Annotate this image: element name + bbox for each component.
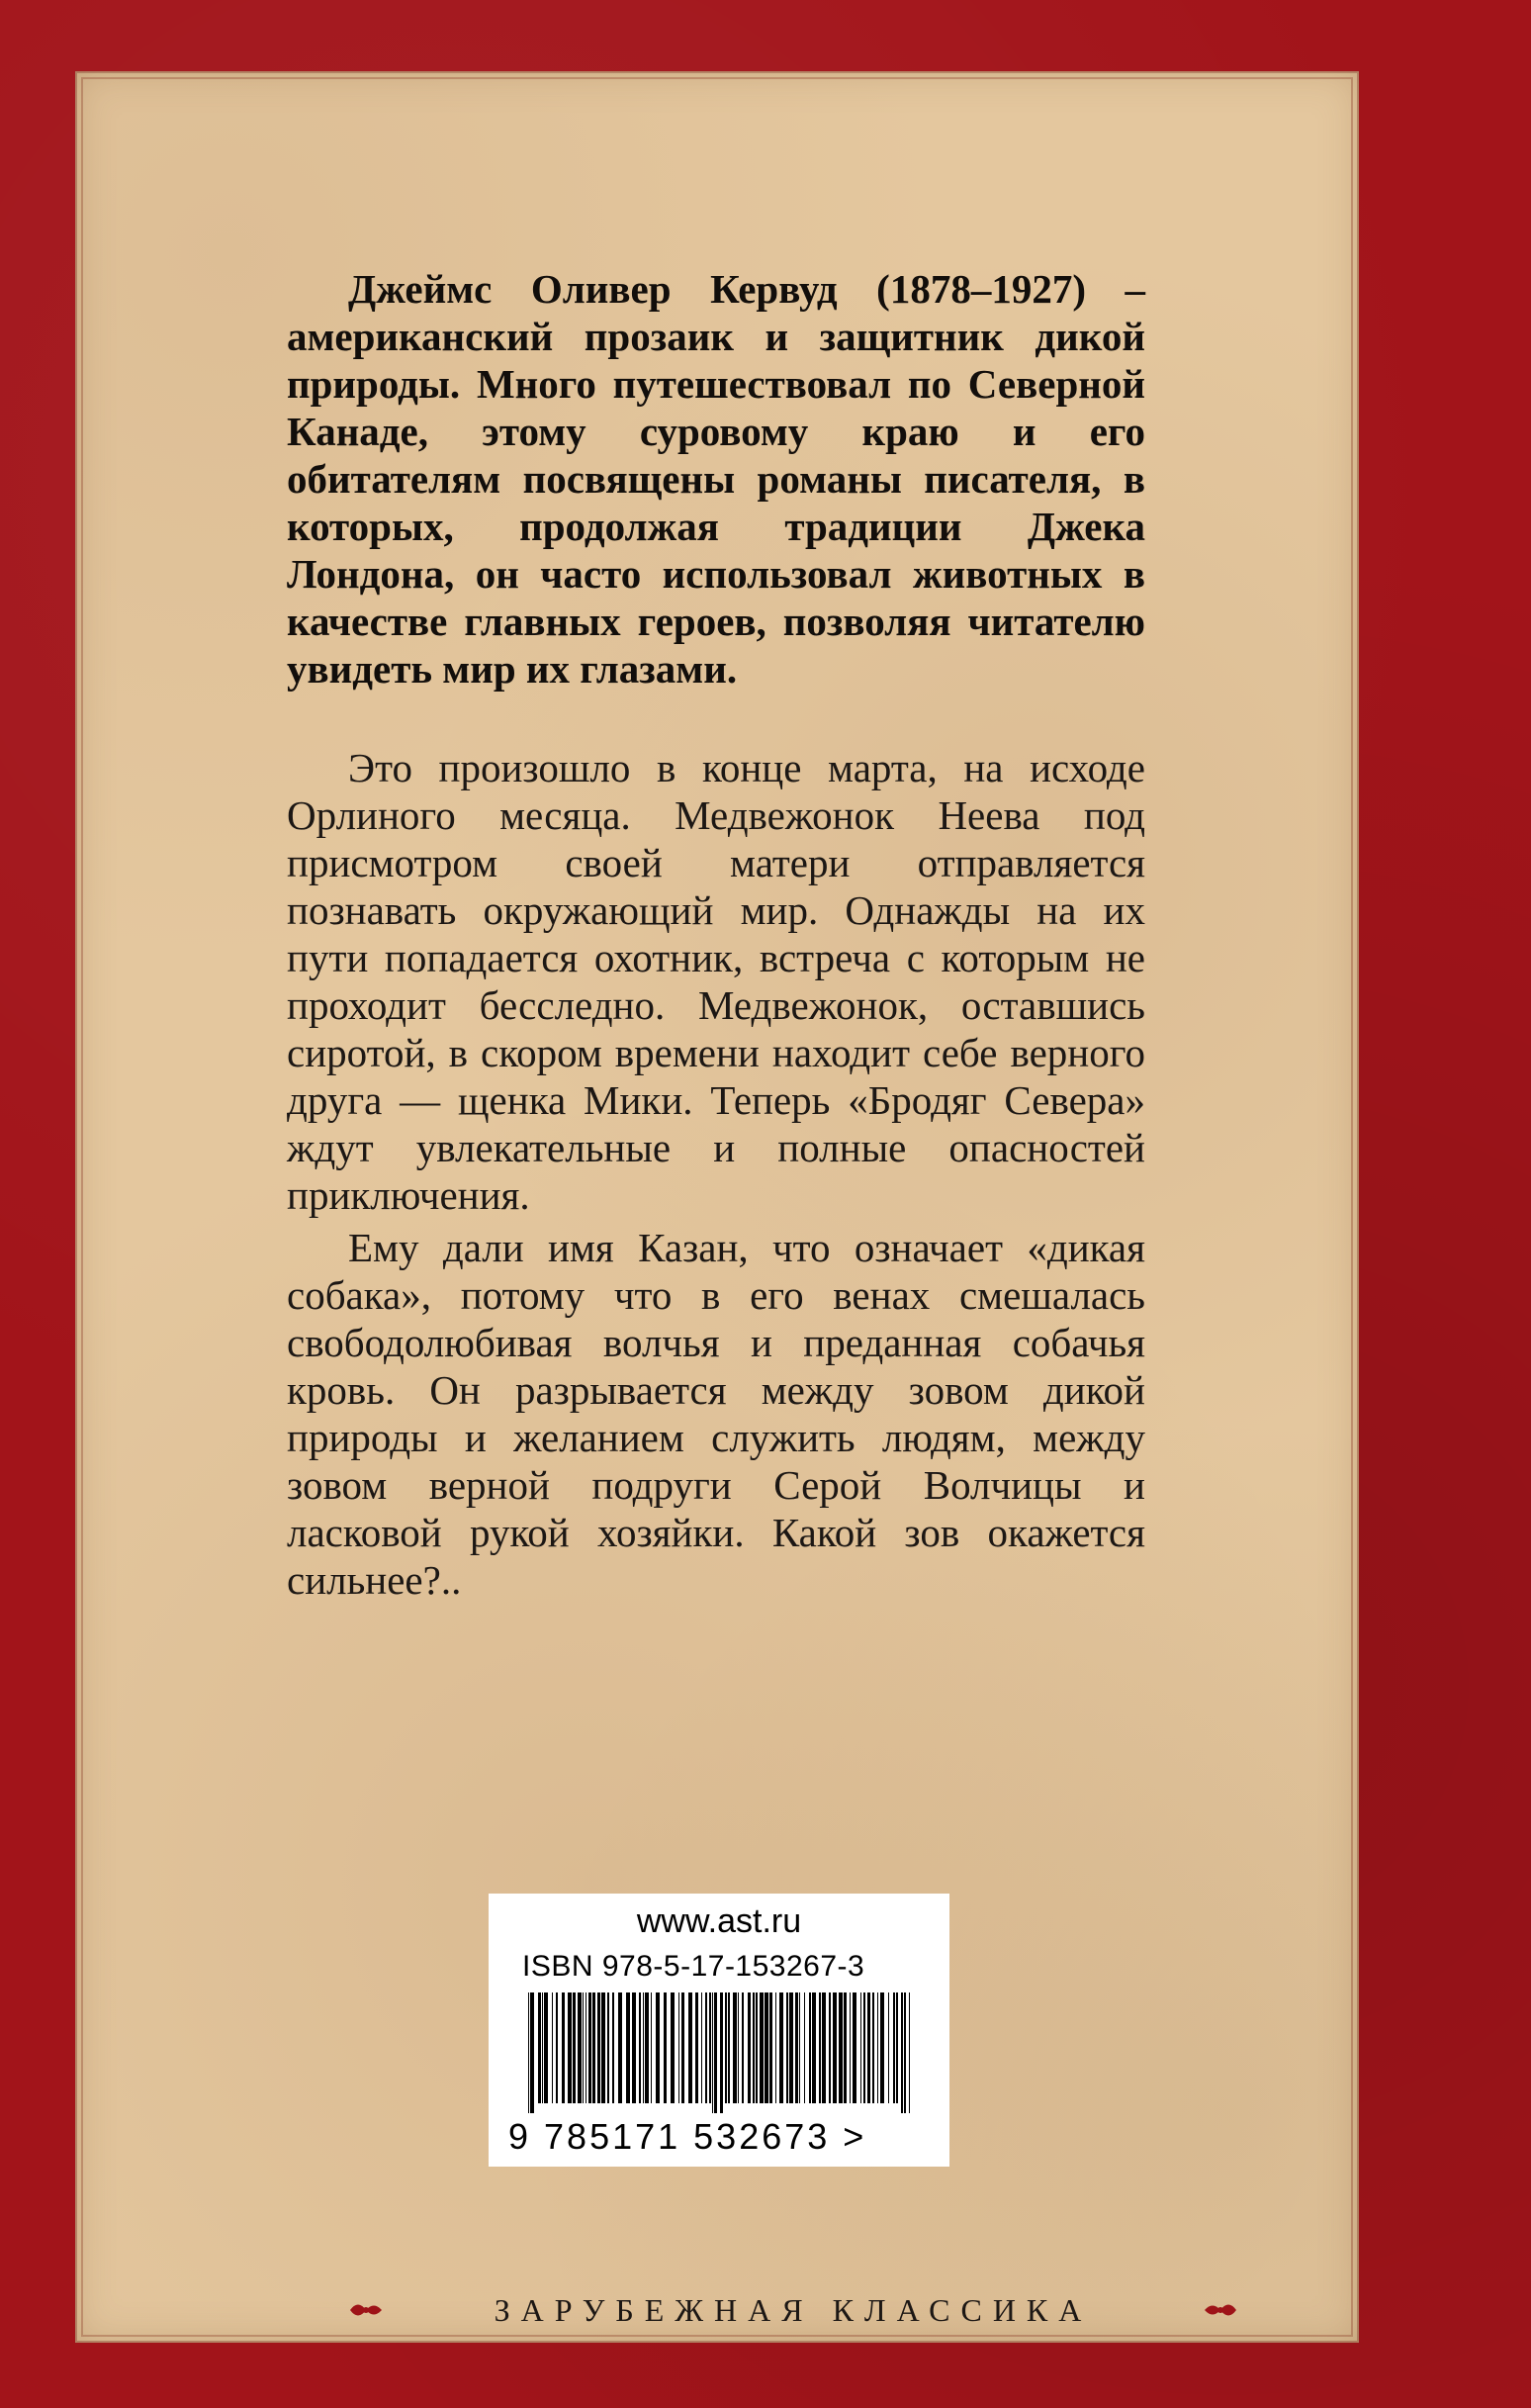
barcode-digits: 9 785171 532673 > [508,2116,867,2157]
barcode-icon [522,1992,918,2113]
annotation-kazan [287,1224,1145,1604]
author-bio [287,265,1145,693]
fleuron-icon [348,2295,384,2325]
parchment-panel [75,71,1359,2343]
annotation-neeva-text: Это произошло в конце марта, на исходе Орлиного месяца. Медвежонок Неева под присмотром своей матери отправляется познавать окружающий мир. Однажды на их пути попадается охотник, встреча с которым не проходит бесследно. Медвежонок, оставшись сиротой, в скором времени находит себе верного друга — щенка Мики. Теперь «Бродяг Севера» ждут увлекательные и полные опасностей приключения. [287,745,1145,1218]
annotation-neeva [287,744,1145,1219]
series-row [348,2287,1238,2333]
publisher-website: www.ast.ru [636,1902,802,1940]
series-title: ЗАРУБЕЖНАЯ КЛАССИКА [494,2292,1093,2328]
author-bio-text: Джеймс Оливер Кервуд (1878–1927) – американский прозаик и защитник дикой природы. Много путешествовал по Северной Канаде, этому суровому краю и его обитателям посвящены романы писателя, в которых, продолжая традиции Джека Лондона, он часто использовал животных в качестве главных героев, позволяя читателю увидеть мир их глазами. [287,266,1145,692]
annotation-kazan-text: Ему дали имя Казан, что означает «дикая собака», потому что в его венах смешалась свободолюбивая волчья и преданная собачья кровь. Он разрывается между зовом дикой природы и желанием служить людям, между зовом верной подруги Серой Волчицы и ласковой рукой хозяйки. Какой зов окажется сильнее?.. [287,1225,1145,1603]
barcode-block [489,1894,949,2167]
isbn-label: ISBN 978-5-17-153267-3 [522,1950,865,1983]
fleuron-icon [1203,2295,1238,2325]
